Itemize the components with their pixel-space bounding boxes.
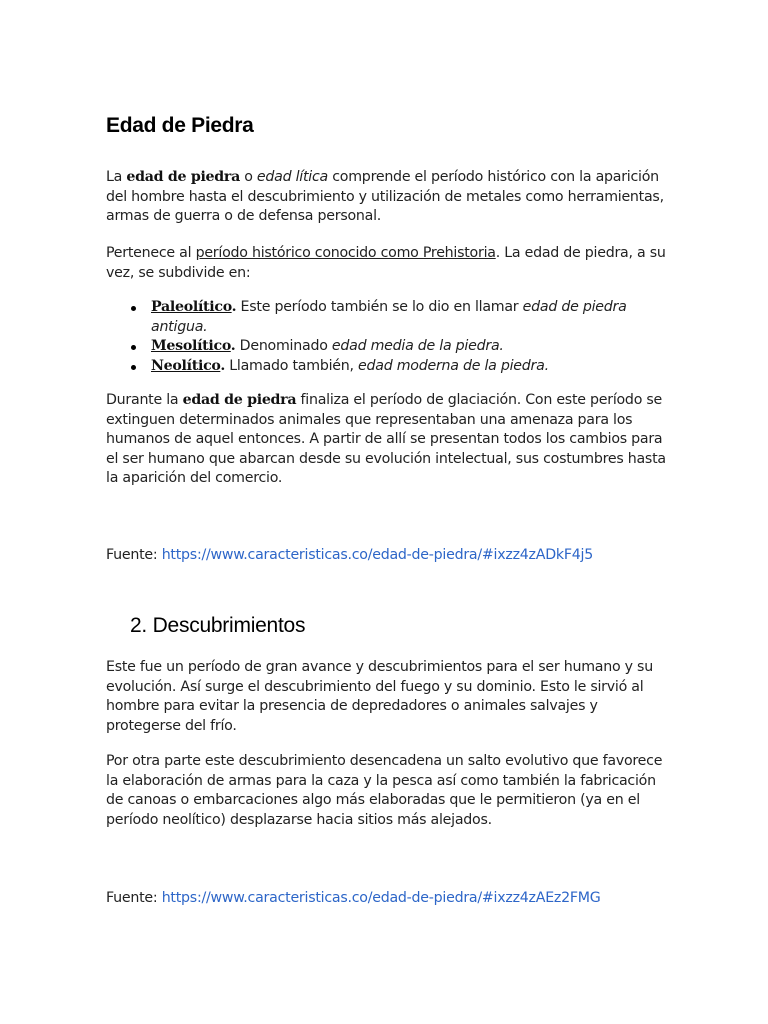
- text-run: .: [203, 318, 208, 335]
- source-label: Fuente:: [106, 547, 162, 563]
- period-dot: .: [230, 338, 236, 355]
- period-term: Paleolítico: [151, 299, 232, 315]
- source-line: [106, 546, 666, 566]
- list-item: [151, 298, 666, 337]
- prehistory-paragraph: [106, 244, 666, 283]
- text-run: comprende el período histórico con la aparición del hombre hasta el descubrimiento y utilización de metales como herramientas, armas de guerra o de defensa personal.: [106, 169, 664, 225]
- bold-term: edad de piedra: [126, 169, 240, 185]
- italic-term: edad lítica: [256, 169, 328, 185]
- page-title: Edad de Piedra: [106, 114, 254, 137]
- text-run: Pertenece al: [106, 245, 196, 261]
- text-run: Denominado: [235, 338, 332, 355]
- prehistory-link[interactable]: período histórico conocido como Prehistoria: [195, 245, 496, 261]
- list-item: [151, 337, 666, 357]
- text-run: . La edad de piedra, a su vez, se subdivide en:: [106, 245, 666, 281]
- text-run: .: [499, 338, 504, 355]
- intro-paragraph: [106, 168, 666, 227]
- section-heading: 2. Descubrimientos: [130, 614, 306, 637]
- text-run: o: [239, 169, 257, 185]
- period-term: Mesolítico: [151, 338, 231, 355]
- italic-term: edad de piedra antigua: [151, 299, 627, 335]
- source-label: Fuente:: [106, 890, 162, 906]
- text-run: Este período también se lo dio en llamar: [236, 299, 523, 315]
- period-dot: .: [231, 299, 237, 315]
- text-run: La: [106, 169, 127, 185]
- period-term: Neolítico: [151, 357, 221, 374]
- italic-term: edad media de la piedra: [331, 338, 500, 355]
- text-run: finaliza el período de glaciación. Con este período se extinguen determinados animales que representaban una amenaza para los humanos de aquel entonces. A partir de allí se presentan todos los cambios para el ser humano que abarcan desde su evolución intelectual, sus costumbres hasta la aparición del comercio.: [106, 392, 666, 487]
- source-link[interactable]: https://www.caracteristicas.co/edad-de-piedra/#ixzz4zADkF4j5: [161, 547, 593, 563]
- list-item: [151, 357, 666, 377]
- bold-term: edad de piedra: [182, 392, 297, 408]
- text-run: Durante la: [106, 392, 183, 408]
- italic-term: edad moderna de la piedra: [358, 357, 545, 374]
- text-run: .: [544, 357, 549, 374]
- period-dot: .: [220, 357, 225, 374]
- source-link[interactable]: https://www.caracteristicas.co/edad-de-piedra/#ixzz4zAEz2FMG: [161, 890, 601, 906]
- glaciation-paragraph: [106, 391, 666, 489]
- text-run: Llamado también,: [224, 357, 359, 374]
- periods-list: [106, 298, 666, 376]
- discoveries-paragraph: Este fue un período de gran avance y descubrimientos para el ser humano y su evolución. Así surge el descubrimiento del fuego y su dominio. Esto le sirvió al hombre para evitar la presencia de depredadores o animales salvajes y protegerse del frío.: [106, 659, 653, 734]
- source-line: [106, 889, 666, 909]
- evolution-paragraph: Por otra parte este descubrimiento desencadena un salto evolutivo que favorece la elaboración de armas para la caza y la pesca así como también la fabricación de canoas o embarcaciones algo más elaboradas que le permitieron (ya en el período neolítico) desplazarse hacia sitios más alejados.: [106, 753, 663, 828]
